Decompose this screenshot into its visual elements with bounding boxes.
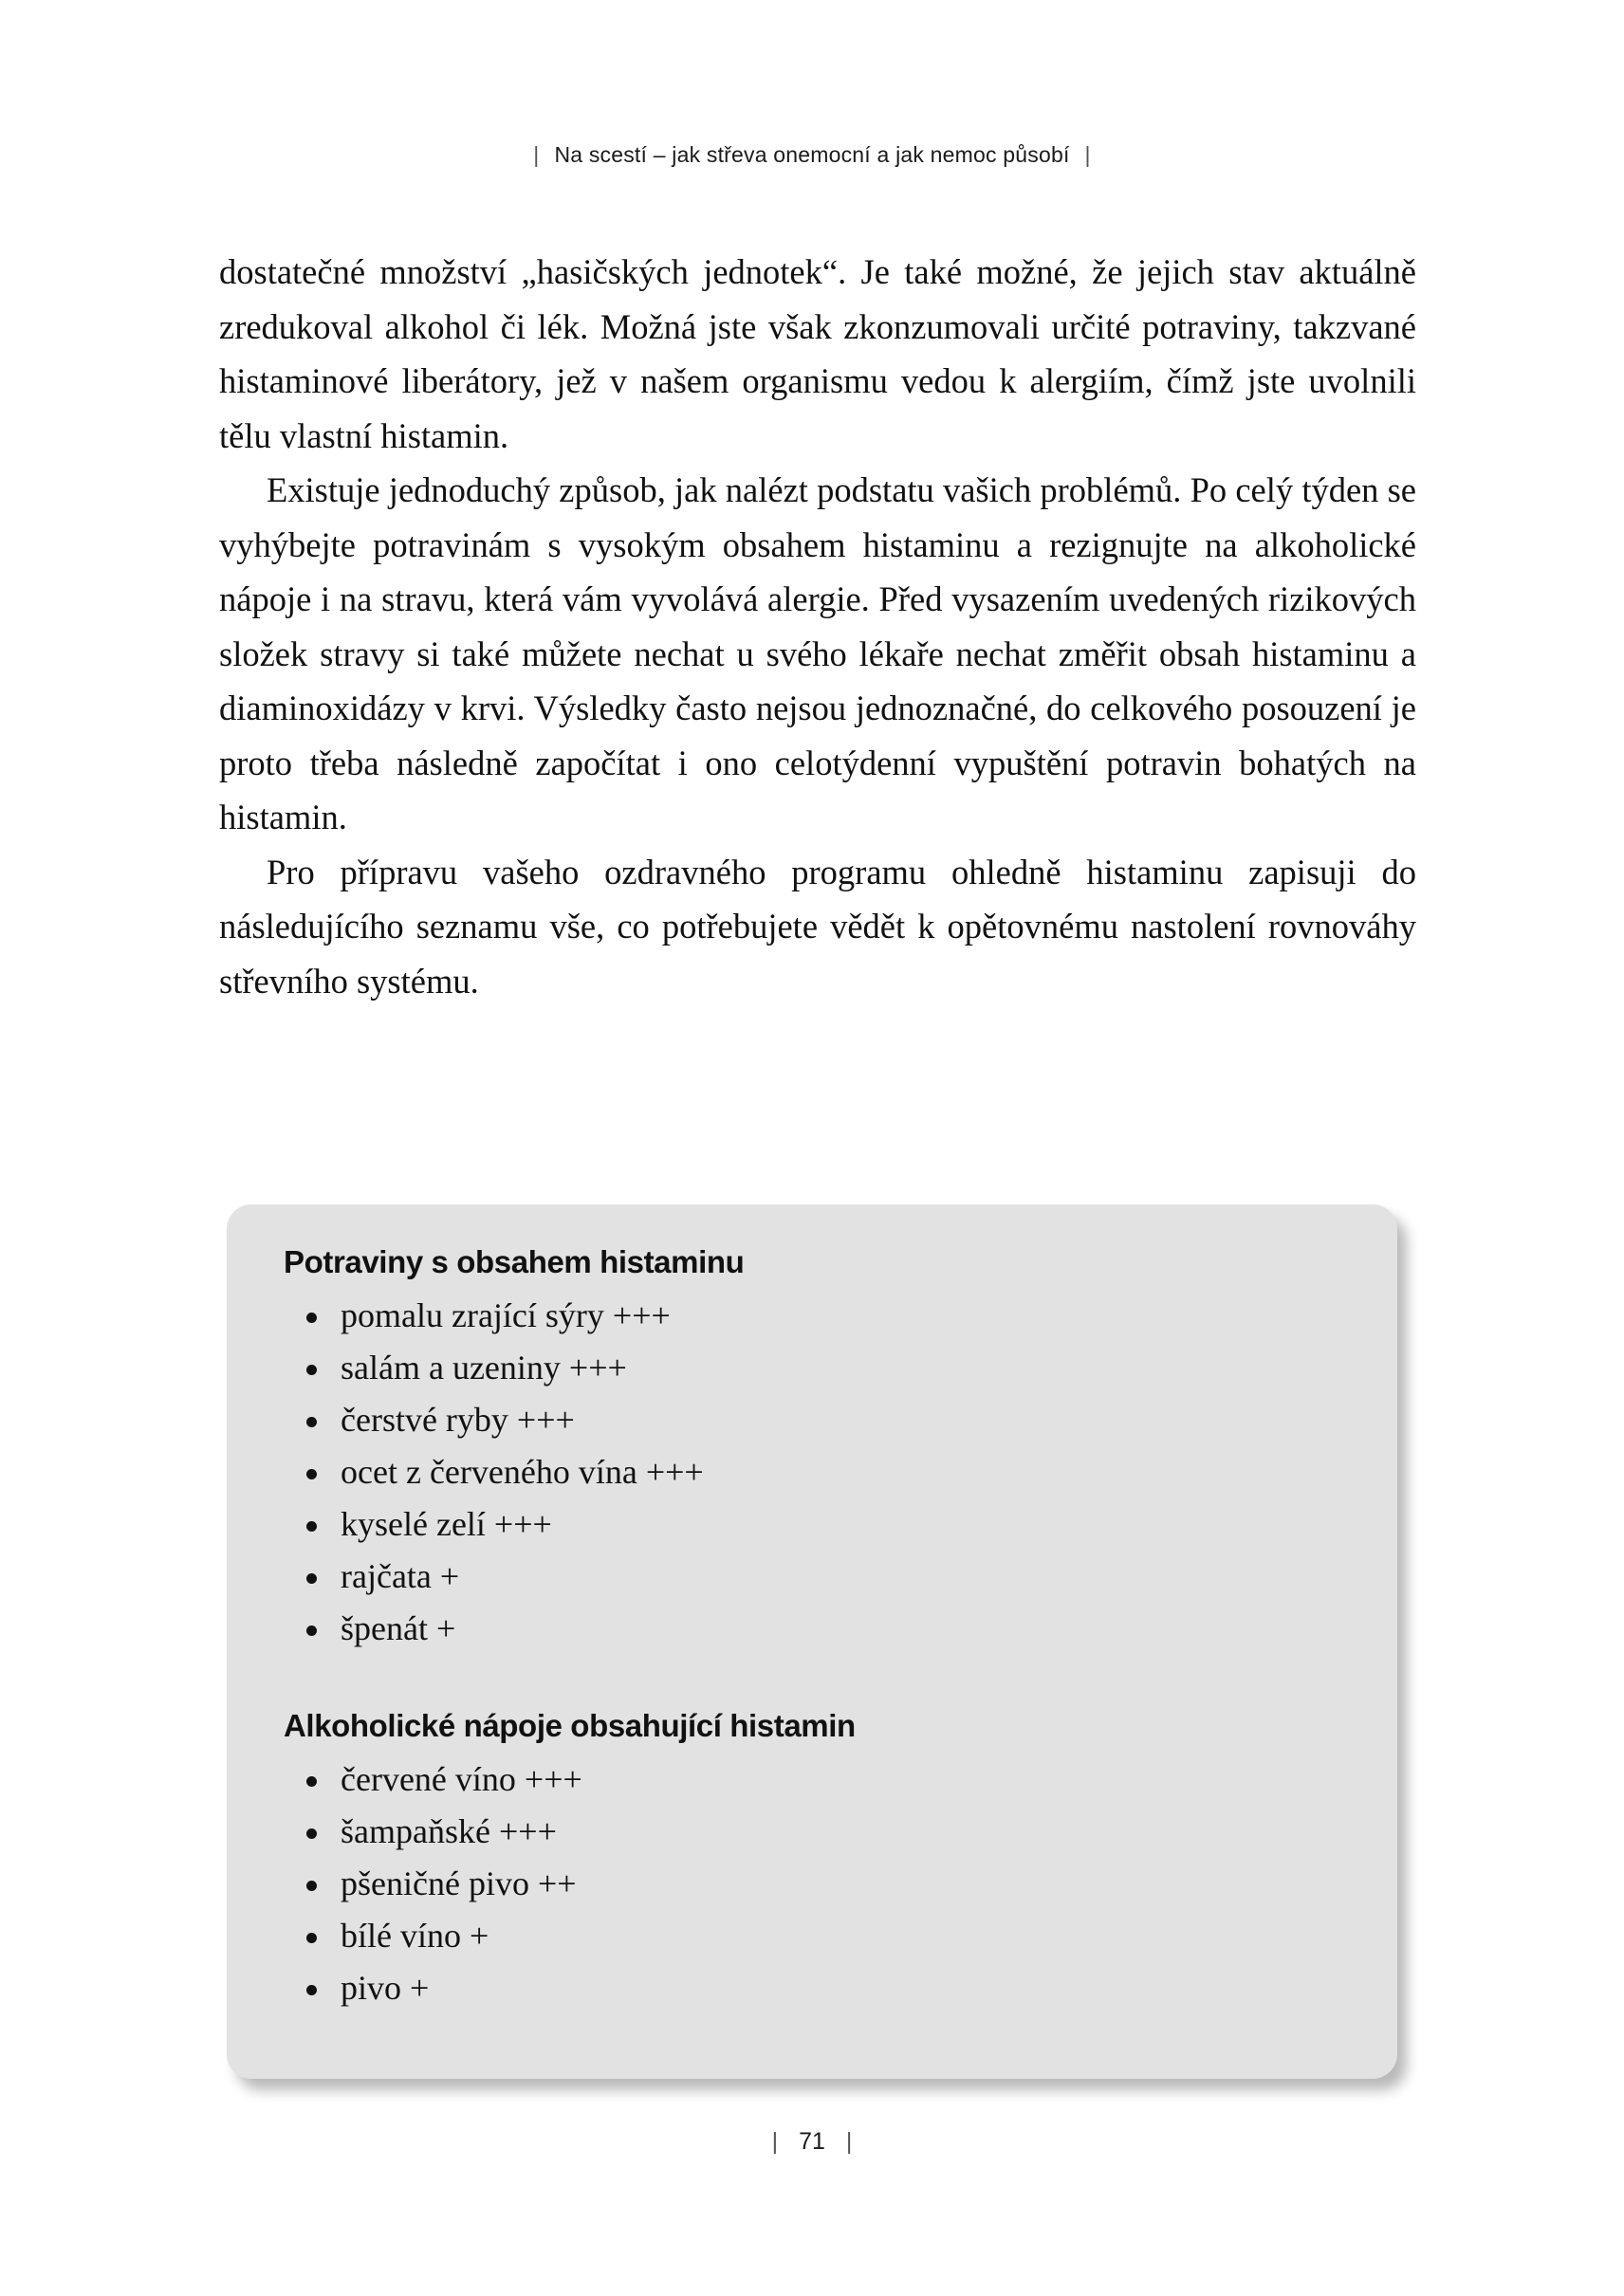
list-item (284, 1342, 1340, 1394)
list-item (284, 1498, 1340, 1551)
bullet-icon (306, 1365, 317, 1375)
list-item-label: špenát + (341, 1609, 456, 1647)
list-item (284, 1910, 1340, 1962)
list-item-label: pšeničné pivo ++ (341, 1864, 577, 1902)
bullet-icon (306, 1776, 317, 1787)
body-text (219, 245, 1416, 1008)
list-item (284, 1754, 1340, 1806)
list-item (284, 1290, 1340, 1342)
paragraph-2: Existuje jednoduchý způsob, jak nalézt podstatu vašich problémů. Po celý týden se vyhýbejte potravinám s vysokým obsahem histaminu a rezignujte na alkoholické nápoje i na stravu, která vám vyvolává alergie. Před vysazením uvedených rizikových složek stravy si také můžete nechat u svého lékaře nechat změřit obsah histaminu a diaminoxidázy v krvi. Výsledky často nejsou jednoznačné, do celkového posouzení je proto třeba následně započítat i ono celotýdenní vypuštění potravin bohatých na histamin. (219, 470, 1416, 836)
list-item (284, 1603, 1340, 1655)
bullet-icon (306, 1985, 317, 1995)
folio-left-rule: | (771, 2128, 779, 2155)
list-item (284, 1858, 1340, 1910)
bullet-icon (306, 1313, 317, 1323)
highlight-box (227, 1204, 1397, 2079)
bullet-icon (306, 1828, 317, 1839)
list-item (284, 1446, 1340, 1498)
list-item-label: salám a uzeniny +++ (341, 1349, 627, 1387)
bullet-icon (306, 1881, 317, 1891)
callout-section-two-list (284, 1754, 1340, 2014)
running-head-right-rule: | (1084, 142, 1091, 167)
bullet-icon (306, 1417, 317, 1427)
page-footer (0, 2128, 1624, 2156)
list-item-label: pomalu zrající sýry +++ (341, 1296, 671, 1334)
list-item-label: rajčata + (341, 1557, 460, 1595)
running-head-title: Na scestí – jak střeva onemocní a jak nemoc působí (554, 142, 1070, 167)
bullet-icon (306, 1573, 317, 1584)
list-item-label: bílé víno + (341, 1917, 489, 1955)
bullet-icon (306, 1933, 317, 1943)
folio-right-rule: | (845, 2128, 853, 2155)
paragraph-1: dostatečné množství „hasičských jednotek“. Je také možné, že jejich stav aktuálně zredukoval alkohol či lék. Možná jste však zkonzumovali určité potraviny, takzvané histaminové liberátory, jež v našem organismu vedou k alergiím, čímž jste uvolnili tělu vlastní histamin. (219, 252, 1416, 455)
callout-section-two-title: Alkoholické nápoje obsahující histamin (284, 1708, 856, 1743)
bullet-icon (306, 1626, 317, 1636)
list-item-label: červené víno +++ (341, 1760, 582, 1798)
callout-section-one-list (284, 1290, 1340, 1655)
page-number: 71 (799, 2128, 825, 2155)
list-item-label: pivo + (341, 1969, 430, 2007)
list-item (284, 1806, 1340, 1858)
list-item (284, 1394, 1340, 1446)
bullet-icon (306, 1469, 317, 1479)
list-item-label: ocet z červeného vína +++ (341, 1453, 704, 1491)
list-item-label: čerstvé ryby +++ (341, 1401, 575, 1439)
list-item (284, 1551, 1340, 1603)
running-head-left-rule: | (533, 142, 540, 167)
running-head (0, 142, 1624, 168)
list-item-label: šampaňské +++ (341, 1812, 557, 1850)
list-item-label: kyselé zelí +++ (341, 1505, 552, 1543)
callout-section-one-title: Potraviny s obsahem histaminu (284, 1244, 745, 1279)
paragraph-3: Pro přípravu vašeho ozdravného programu ohledně histaminu zapisuji do následujícího seznamu vše, co potřebujete vědět k opětovnému nastolení rovnováhy střevního systému. (219, 852, 1416, 1001)
bullet-icon (306, 1521, 317, 1532)
list-item (284, 1962, 1340, 2014)
